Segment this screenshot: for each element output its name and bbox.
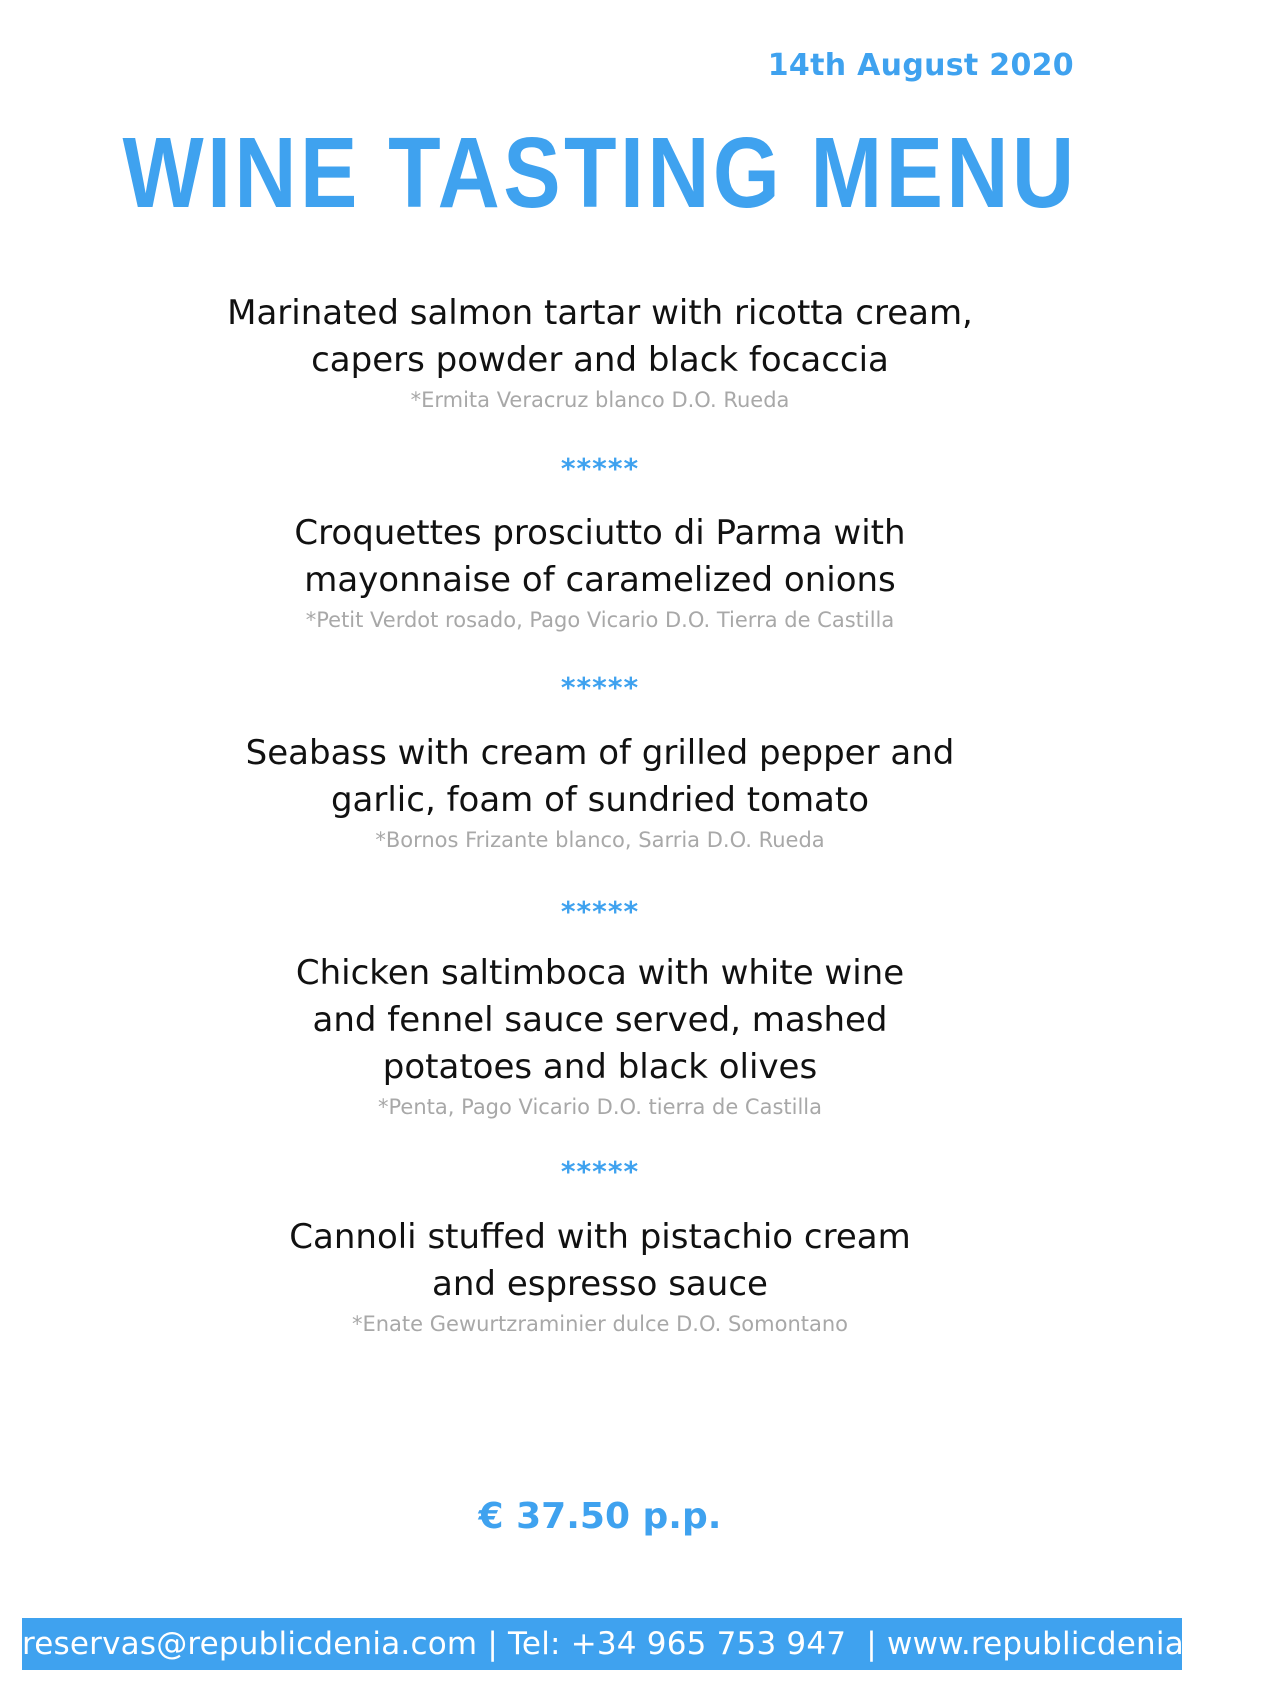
menu-price: € 37.50 p.p. — [478, 1496, 722, 1537]
course-5 — [0, 1214, 1200, 1336]
dish-line: mayonnaise of caramelized onions — [304, 560, 896, 600]
dish-line: Marinated salmon tartar with ricotta cream, — [227, 293, 973, 333]
wine-pairing: *Bornos Frizante blanco, Sarria D.O. Rueda — [375, 828, 825, 852]
course-4 — [0, 950, 1200, 1119]
wine-pairing: *Ermita Veracruz blanco D.O. Rueda — [410, 388, 790, 412]
dish-line: garlic, foam of sundried tomato — [330, 780, 870, 820]
course-1 — [0, 290, 1200, 412]
menu-title: WINE TASTING MENU — [122, 117, 1078, 229]
dish-line: and fennel sauce served, mashed — [312, 1000, 888, 1040]
dish-line: capers powder and black focaccia — [311, 340, 889, 380]
course-separator: ***** — [560, 671, 640, 704]
course-2 — [0, 510, 1200, 632]
dish-line: Seabass with cream of grilled pepper and — [245, 733, 955, 773]
dish-line: and espresso sauce — [432, 1264, 768, 1304]
dish-line: Chicken saltimboca with white wine — [295, 953, 905, 993]
website-link[interactable]: www.republicdenia.com — [887, 1626, 1261, 1662]
course-3 — [0, 730, 1200, 852]
footer-divider: | — [477, 1626, 509, 1662]
dish-line: potatoes and black olives — [382, 1047, 818, 1087]
wine-pairing: *Enate Gewurtzraminier dulce D.O. Somontano — [351, 1312, 849, 1336]
dish-line: Cannoli stuffed with pistachio cream — [289, 1217, 911, 1257]
dish-line: Croquettes prosciutto di Parma with — [294, 513, 906, 553]
menu-date: 14th August 2020 — [767, 48, 1074, 83]
phone-link[interactable]: Tel: +34 965 753 947 — [508, 1626, 847, 1662]
contact-footer — [22, 1618, 1261, 1670]
course-separator: ***** — [560, 1155, 640, 1188]
wine-pairing: *Penta, Pago Vicario D.O. tierra de Castilla — [378, 1095, 822, 1119]
course-separator: ***** — [560, 452, 640, 485]
footer-divider: | — [846, 1626, 888, 1662]
email-link[interactable]: reservas@republicdenia.com — [22, 1626, 478, 1662]
course-separator: ***** — [560, 895, 640, 928]
wine-pairing: *Petit Verdot rosado, Pago Vicario D.O. Tierra de Castilla — [305, 608, 895, 632]
